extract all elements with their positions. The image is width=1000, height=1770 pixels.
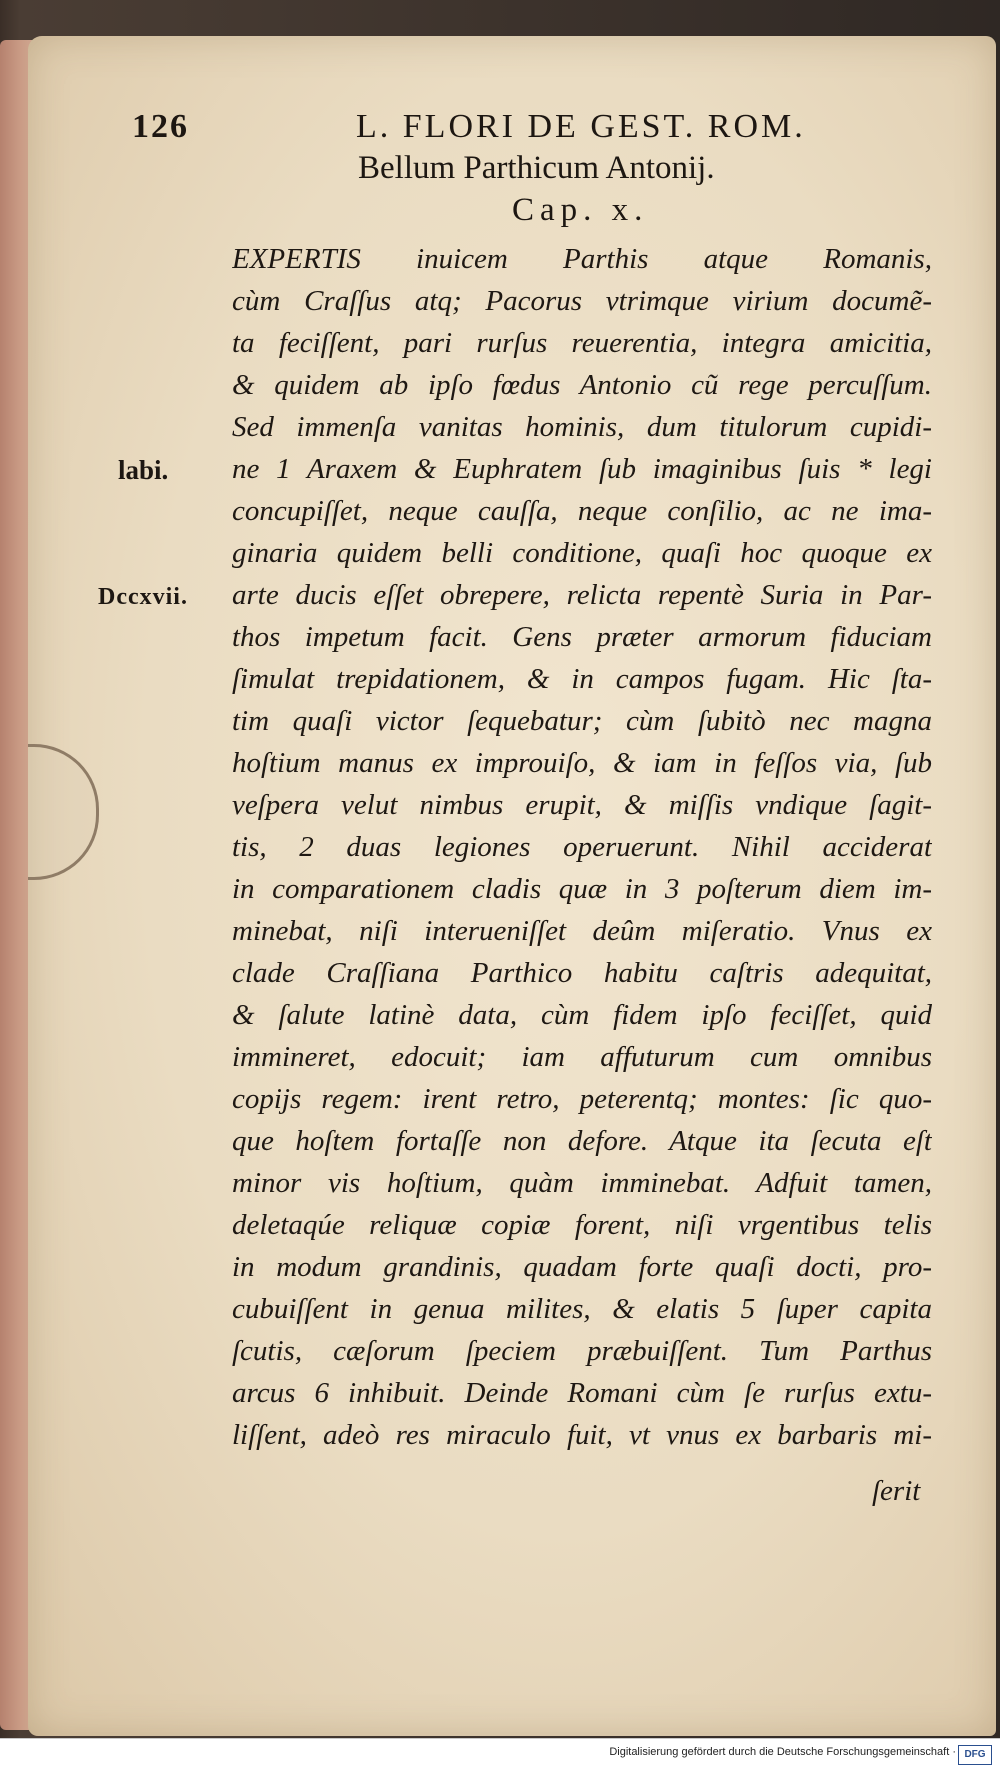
text-line: hoſtium manus ex improuiſo, & iam in feſſos via, ſub — [232, 747, 932, 779]
text-line: minor vis hoſtium, quàm imminebat. Adfuit tamen, — [232, 1167, 932, 1199]
text-line: clade Craſſiana Parthico habitu caſtris adequitat, — [232, 957, 932, 989]
text-line: & ſalute latinè data, cùm fidem ipſo feciſſet, quid — [232, 999, 932, 1031]
text-line: tim quaſi victor ſequebatur; cùm ſubitò nec magna — [232, 705, 932, 737]
text-line: liſſent, adeò res miraculo fuit, vt vnus ex barbaris mi- — [232, 1419, 932, 1451]
page-number: 126 — [132, 108, 189, 145]
text-line: ſcutis, cæſorum ſpeciem præbuiſſent. Tum Parthus — [232, 1335, 932, 1367]
text-line: arcus 6 inhibuit. Deinde Romani cùm ſe rurſus extu- — [232, 1377, 932, 1409]
dfg-logo-icon: DFG — [958, 1745, 992, 1765]
text-line: thos impetum facit. Gens præter armorum fiduciam — [232, 621, 932, 653]
text-line: in modum grandinis, quadam forte quaſi docti, pro- — [232, 1251, 932, 1283]
text-line: que hoſtem fortaſſe non defore. Atque ita ſecuta eſt — [232, 1125, 932, 1157]
chapter-number: Cap. x. — [512, 192, 649, 228]
body-text — [232, 238, 932, 1456]
text-line: cubuiſſent in genua milites, & elatis 5 ſuper capita — [232, 1293, 932, 1325]
text-line: minebat, niſi interueniſſet deûm miſeratio. Vnus ex — [232, 915, 932, 947]
page-clip-icon — [28, 744, 99, 880]
funding-credit: Digitalisierung gefördert durch die Deutsche Forschungsgemeinschaft · — [609, 1746, 956, 1758]
text-line: in comparationem cladis quæ in 3 poſterum diem im- — [232, 873, 932, 905]
margin-note-year: Dccxvii. — [98, 584, 188, 610]
chapter-title: Bellum Parthicum Antonij. — [358, 150, 715, 186]
text-line: EXPERTIS inuicem Parthis atque Romanis, — [232, 243, 932, 275]
text-line: ſimulat trepidationem, & in campos fugam. Hic ſta- — [232, 663, 932, 695]
text-line: & quidem ab ipſo fœdus Antonio cũ rege percuſſum. — [232, 369, 932, 401]
footer-bar — [0, 1738, 1000, 1770]
catchword: ſerit — [872, 1475, 921, 1507]
text-line: ta feciſſent, pari rurſus reuerentia, integra amicitia, — [232, 327, 932, 359]
text-line: tis, 2 duas legiones operuerunt. Nihil acciderat — [232, 831, 932, 863]
text-line: immineret, edocuit; iam affuturum cum omnibus — [232, 1041, 932, 1073]
margin-note-labi: labi. — [118, 455, 169, 485]
text-line: Sed immenſa vanitas hominis, dum titulorum cupidi- — [232, 411, 932, 443]
text-line: arte ducis eſſet obrepere, relicta repentè Suria in Par- — [232, 579, 932, 611]
text-line: ne 1 Araxem & Euphratem ſub imaginibus ſuis * legi — [232, 453, 932, 485]
text-line: deletaqúe reliquæ copiæ forent, niſi vrgentibus telis — [232, 1209, 932, 1241]
text-line: copijs regem: irent retro, peterentq; montes: ſic quo- — [232, 1083, 932, 1115]
text-line: concupiſſet, neque cauſſa, neque conſilio, ac ne ima- — [232, 495, 932, 527]
text-line: cùm Craſſus atq; Pacorus vtrimque virium documẽ- — [232, 285, 932, 317]
text-line: ginaria quidem belli conditione, quaſi hoc quoque ex — [232, 537, 932, 569]
text-line: veſpera velut nimbus erupit, & miſſis vndique ſagit- — [232, 789, 932, 821]
running-title: L. FLORI DE GEST. ROM. — [356, 108, 806, 145]
